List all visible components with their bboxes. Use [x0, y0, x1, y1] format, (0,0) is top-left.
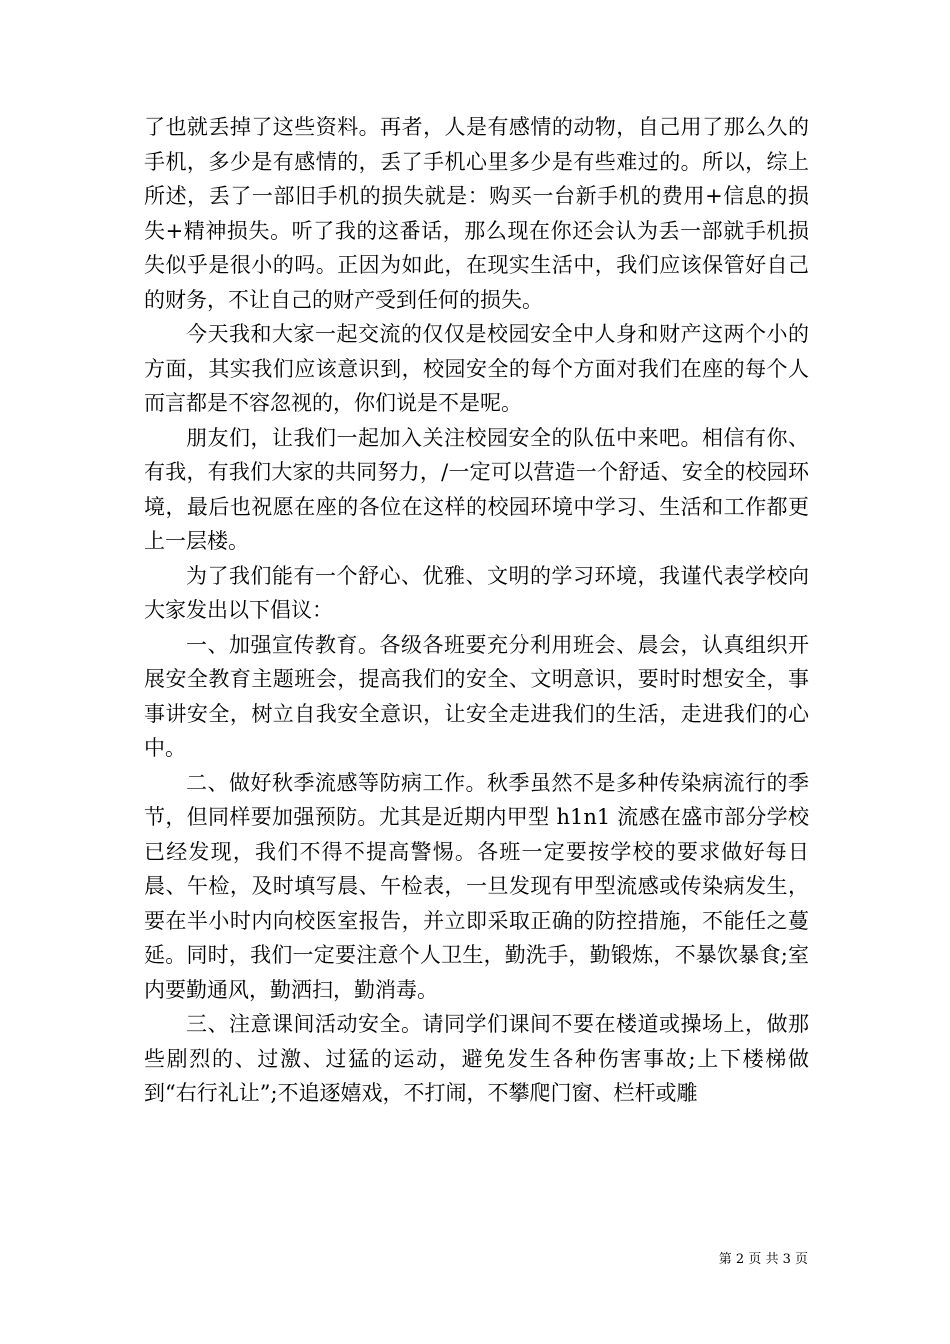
- paragraph-4: 为了我们能有一个舒心、优雅、文明的学习环境，我谨代表学校向大家发出以下倡议：: [144, 563, 809, 622]
- paragraph-2: 今天我和大家一起交流的仅仅是校园安全中人身和财产这两个小的方面，其实我们应该意识到，校园安全的每个方面对我们在座的每个人而言都是不容忽视的，你们说是不是呢。: [144, 322, 809, 415]
- document-body: [144, 110, 809, 1111]
- page-number-footer: 第 2 页 共 3 页: [718, 1252, 808, 1267]
- paragraph-7: 三、注意课间活动安全。请同学们课间不要在楼道或操场上，做那些剧烈的、过激、过猛的运动，避免发生各种伤害事故;上下楼梯做到“右行礼让”;不追逐嬉戏，不打闹，不攀爬门窗、栏杆或雕: [144, 1012, 809, 1105]
- paragraph-6: 二、做好秋季流感等防病工作。秋季虽然不是多种传染病流行的季节，但同样要加强预防。尤其是近期内甲型 h1n1 流感在盛市部分学校已经发现，我们不得不提高警惕。各班一定要按学校的要求做好每日晨、午检，及时填写晨、午检表，一旦发现有甲型流感或传染病发生，要在半小时内向校医室报告，并立即采取正确的防控措施，不能任之蔓延。同时，我们一定要注意个人卫生，勤洗手，勤锻炼，不暴饮暴食;室内要勤通风，勤洒扫，勤消毒。: [144, 770, 809, 1002]
- paragraph-5: 一、加强宣传教育。各级各班要充分利用班会、晨会，认真组织开展安全教育主题班会，提高我们的安全、文明意识，要时时想安全，事事讲安全，树立自我安全意识，让安全走进我们的生活，走进我们的心中。: [144, 632, 809, 760]
- paragraph-1: 了也就丢掉了这些资料。再者，人是有感情的动物，自己用了那么久的手机，多少是有感情的，丢了手机心里多少是有些难过的。所以，综上所述，丢了一部旧手机的损失就是：购买一台新手机的费用+信息的损失+精神损失。听了我的这番话，那么现在你还会认为丢一部就手机损失似乎是很小的吗。正因为如此，在现实生活中，我们应该保管好自己的财务，不让自己的财产受到任何的损失。: [144, 115, 809, 312]
- paragraph-3: 朋友们，让我们一起加入关注校园安全的队伍中来吧。相信有你、有我，有我们大家的共同努力，/一定可以营造一个舒适、安全的校园环境，最后也祝愿在座的各位在这样的校园环境中学习、生活和工作都更上一层楼。: [144, 425, 809, 553]
